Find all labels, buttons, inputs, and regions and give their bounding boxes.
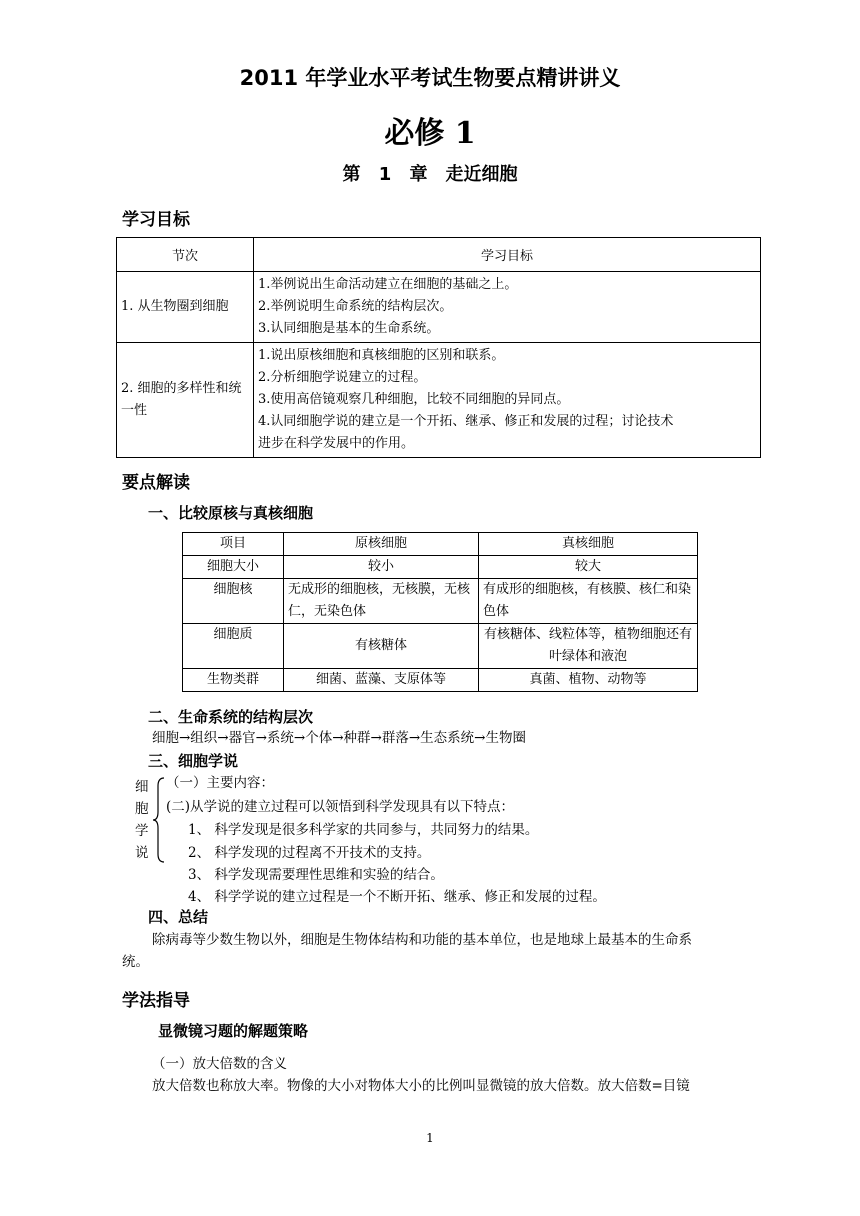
table-cell: 有核糖体、线粒体等，植物细胞还有叶绿体和液泡: [479, 624, 698, 669]
theory-line: 2、 科学发现的过程离不开技术的支持。: [188, 845, 431, 861]
point-4-title: 四、总结: [148, 908, 209, 926]
theory-line: （一）主要内容：: [166, 775, 274, 791]
table-header-cell: 原核细胞: [284, 533, 479, 556]
compare-table: [182, 532, 698, 692]
hierarchy-text: 细胞→组织→器官→系统→个体→种群→群落→生态系统→生物圈: [152, 730, 526, 746]
objective-line: 3.使用高倍镜观察几种细胞，比较不同细胞的异同点。: [258, 392, 570, 407]
page-number: 1: [426, 1131, 434, 1145]
side-label-char: 学: [135, 823, 149, 839]
objective-line: 3.认同细胞是基本的生命系统。: [258, 321, 440, 336]
points-heading: 要点解读: [122, 473, 190, 493]
point-1-title: 一、比较原核与真核细胞: [148, 504, 314, 522]
table-cell: 细菌、蓝藻、支原体等: [284, 669, 479, 692]
table-header-cell: 节次: [117, 238, 254, 272]
document-subtitle: 必修 1: [384, 116, 476, 151]
table-cell: 细胞质: [183, 624, 284, 669]
table-row: [183, 556, 698, 579]
table-row: [183, 669, 698, 692]
table-cell: 有成形的细胞核，有核膜、核仁和染色体: [479, 579, 698, 624]
method-subtitle: 显微镜习题的解题策略: [158, 1022, 309, 1040]
objective-line: 2.分析细胞学说建立的过程。: [258, 370, 427, 385]
objectives-cell: [254, 343, 761, 458]
table-cell: 较大: [479, 556, 698, 579]
objective-line: 1.说出原核细胞和真核细胞的区别和联系。: [258, 348, 505, 363]
chapter-title: 第 1 章 走近细胞: [342, 164, 518, 185]
objectives-cell: [254, 272, 761, 343]
curly-brace-icon: [152, 776, 166, 864]
table-header-cell: 真核细胞: [479, 533, 698, 556]
table-row: [117, 343, 761, 458]
table-cell: 真菌、植物、动物等: [479, 669, 698, 692]
side-label-char: 说: [135, 845, 149, 861]
table-cell: 有核糖体: [284, 624, 479, 669]
goals-heading: 学习目标: [122, 210, 190, 230]
theory-line: 3、 科学发现需要理性思维和实验的结合。: [188, 867, 444, 883]
table-header-cell: 项目: [183, 533, 284, 556]
objective-line: 1.举例说出生命活动建立在细胞的基础之上。: [258, 277, 518, 292]
table-header-row: [183, 533, 698, 556]
side-label-char: 胞: [135, 801, 149, 817]
table-header-row: [117, 238, 761, 272]
point-3-title: 三、细胞学说: [148, 752, 239, 770]
table-row: [117, 272, 761, 343]
section-cell: 2. 细胞的多样性和统一性: [117, 343, 254, 458]
document-title: 2011 年学业水平考试生物要点精讲讲义: [239, 66, 621, 90]
objective-line: 进步在科学发展中的作用。: [258, 436, 415, 451]
objective-line: 4.认同细胞学说的建立是一个开拓、继承、修正和发展的过程；讨论技术: [258, 414, 674, 429]
method-text: 放大倍数也称放大率。物像的大小对物体大小的比例叫显微镜的放大倍数。放大倍数=目镜: [152, 1078, 690, 1094]
table-cell: 较小: [284, 556, 479, 579]
theory-line: (二)从学说的建立过程可以领悟到科学发现具有以下特点：: [166, 799, 515, 815]
side-label-char: 细: [135, 779, 149, 795]
table-header-cell: 学习目标: [254, 238, 761, 272]
point-2-title: 二、生命系统的结构层次: [148, 708, 314, 726]
table-cell: 细胞大小: [183, 556, 284, 579]
table-row: [183, 624, 698, 669]
method-item-title: （一）放大倍数的含义: [152, 1056, 287, 1072]
summary-text: 除病毒等少数生物以外，细胞是生物体结构和功能的基本单位，也是地球上最基本的生命系: [152, 932, 692, 948]
theory-line: 4、 科学学说的建立过程是一个不断开拓、继承、修正和发展的过程。: [188, 889, 606, 905]
table-cell: 无成形的细胞核，无核膜，无核仁，无染色体: [284, 579, 479, 624]
goals-table: [116, 237, 761, 458]
objective-line: 2.举例说明生命系统的结构层次。: [258, 299, 453, 314]
summary-text: 统。: [122, 954, 149, 970]
table-row: [183, 579, 698, 624]
section-cell: 1. 从生物圈到细胞: [117, 272, 254, 343]
table-cell: 生物类群: [183, 669, 284, 692]
method-heading: 学法指导: [122, 991, 190, 1011]
theory-line: 1、 科学发现是很多科学家的共同参与，共同努力的结果。: [188, 822, 539, 838]
table-cell: 细胞核: [183, 579, 284, 624]
